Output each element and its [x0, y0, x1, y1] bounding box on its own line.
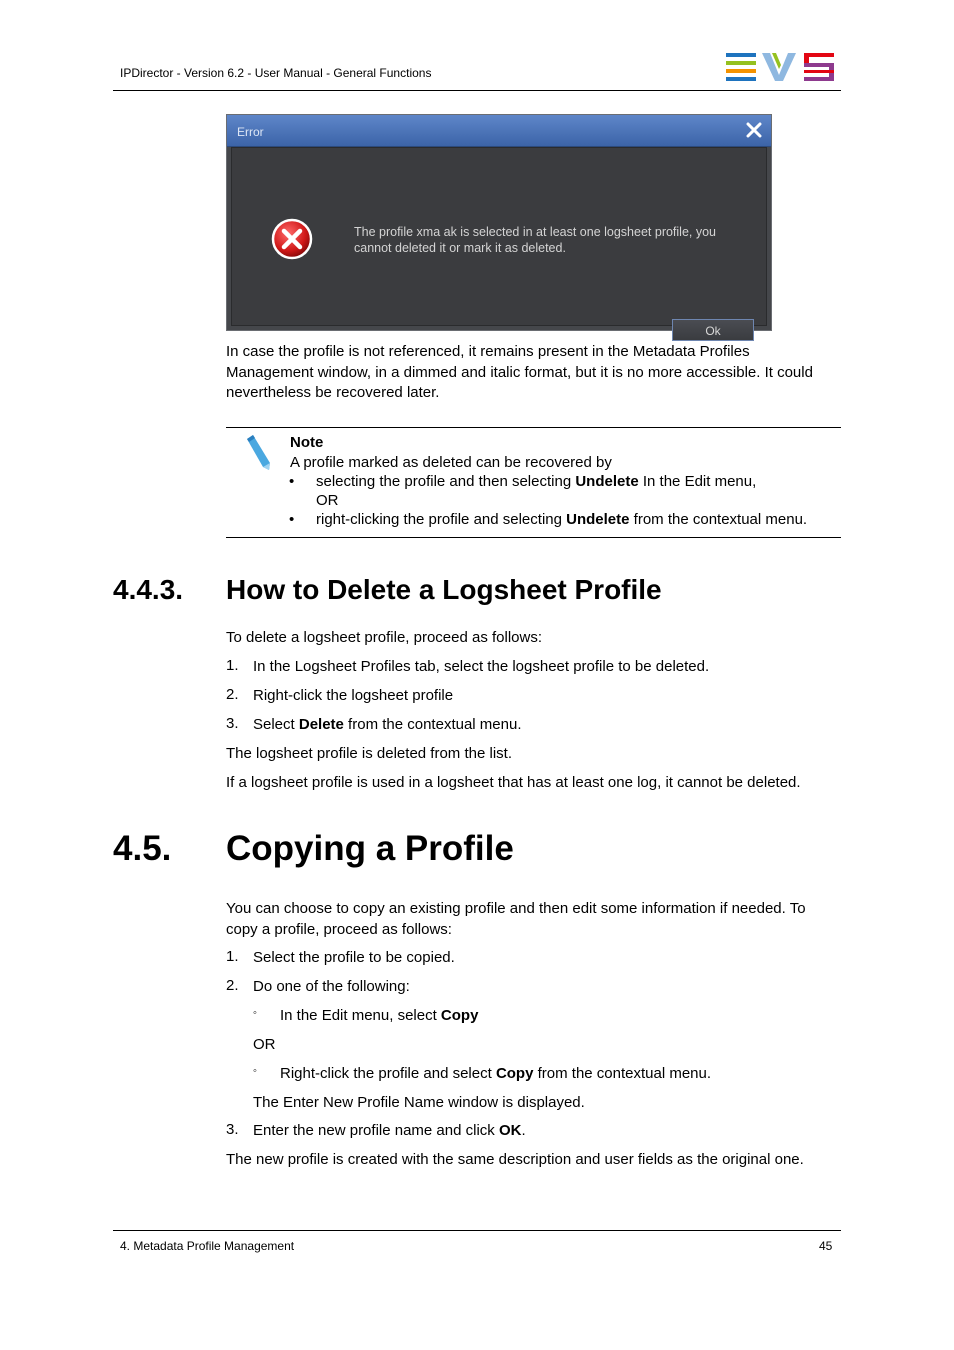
step-text: Select Delete from the contextual menu.	[253, 716, 522, 733]
step-text: Select the profile to be copied.	[253, 949, 455, 966]
result-text: The logsheet profile is deleted from the list.	[226, 745, 512, 762]
step-text: Right-click the logsheet profile	[253, 687, 454, 704]
footer-rule	[113, 1230, 841, 1231]
section-title: How to Delete a Logsheet Profile	[226, 574, 662, 605]
step-number: 3.	[226, 1121, 239, 1138]
pencil-icon	[243, 433, 273, 471]
note-text: A profile marked as deleted can be recovered by	[290, 454, 612, 471]
dialog-body	[231, 147, 767, 338]
step-number: 1.	[226, 657, 239, 674]
note-top-rule	[226, 427, 841, 428]
section-number: 4.5.	[113, 829, 172, 868]
or-text: OR	[253, 1036, 276, 1053]
note-title: Note	[290, 434, 324, 451]
step-text: In the Logsheet Profiles tab, select the logsheet profile to be deleted.	[253, 658, 710, 675]
evs-logo	[726, 53, 834, 81]
dialog-titlebar	[227, 115, 771, 147]
sub-bullet-marker: ◦	[253, 1065, 257, 1077]
section-intro: To delete a logsheet profile, proceed as follows:	[226, 629, 543, 646]
footer-chapter: 4. Metadata Profile Management	[120, 1239, 295, 1253]
step-number: 2.	[226, 977, 239, 994]
note-bullet-1-or: OR	[316, 492, 339, 509]
section-number: 4.4.3.	[113, 574, 184, 605]
step-text: Enter the new profile name and click OK.	[253, 1122, 526, 1139]
bullet-marker: •	[289, 511, 295, 528]
error-icon	[271, 218, 313, 260]
close-icon[interactable]	[745, 121, 763, 139]
sub-step-text: In the Edit menu, select Copy	[280, 1007, 479, 1024]
note-bottom-rule	[226, 537, 841, 538]
sub-bullet-marker: ◦	[253, 1007, 257, 1019]
window-displayed-text: The Enter New Profile Name window is displayed.	[253, 1094, 585, 1111]
result-text: The new profile is created with the same description and user fields as the original one.	[226, 1151, 804, 1168]
step-text: Do one of the following:	[253, 978, 410, 995]
ok-button[interactable]: Ok	[672, 319, 754, 341]
section-intro: You can choose to copy an existing profile and then edit some information if needed. To copy a profile, proceed as follows:	[226, 900, 806, 938]
step-number: 2.	[226, 686, 239, 703]
error-dialog	[226, 114, 772, 338]
page-number: 45	[819, 1239, 833, 1253]
intro-paragraph: In case the profile is not referenced, it remains present in the Metadata Profiles Management window, in a dimmed and italic format, but it is no more accessible. It could nevertheless be recovered later.	[226, 343, 813, 401]
note-bullet-1: selecting the profile and then selecting Undelete In the Edit menu,	[316, 473, 757, 490]
note-bullet-2: right-clicking the profile and selecting Undelete from the contextual menu.	[316, 511, 808, 528]
step-number: 1.	[226, 948, 239, 965]
dialog-title: Error	[237, 125, 264, 139]
bullet-marker: •	[289, 473, 295, 490]
header-rule	[113, 90, 841, 91]
running-header: IPDirector - Version 6.2 - User Manual - General Functions	[120, 66, 432, 80]
dialog-message: The profile xma ak is selected in at least one logsheet profile, you cannot deleted it or mark it as deleted.	[354, 225, 717, 255]
sub-step-text: Right-click the profile and select Copy from the contextual menu.	[280, 1065, 712, 1082]
warning-text: If a logsheet profile is used in a logsheet that has at least one log, it cannot be deleted.	[226, 774, 801, 791]
step-number: 3.	[226, 715, 239, 732]
section-title: Copying a Profile	[226, 829, 514, 868]
